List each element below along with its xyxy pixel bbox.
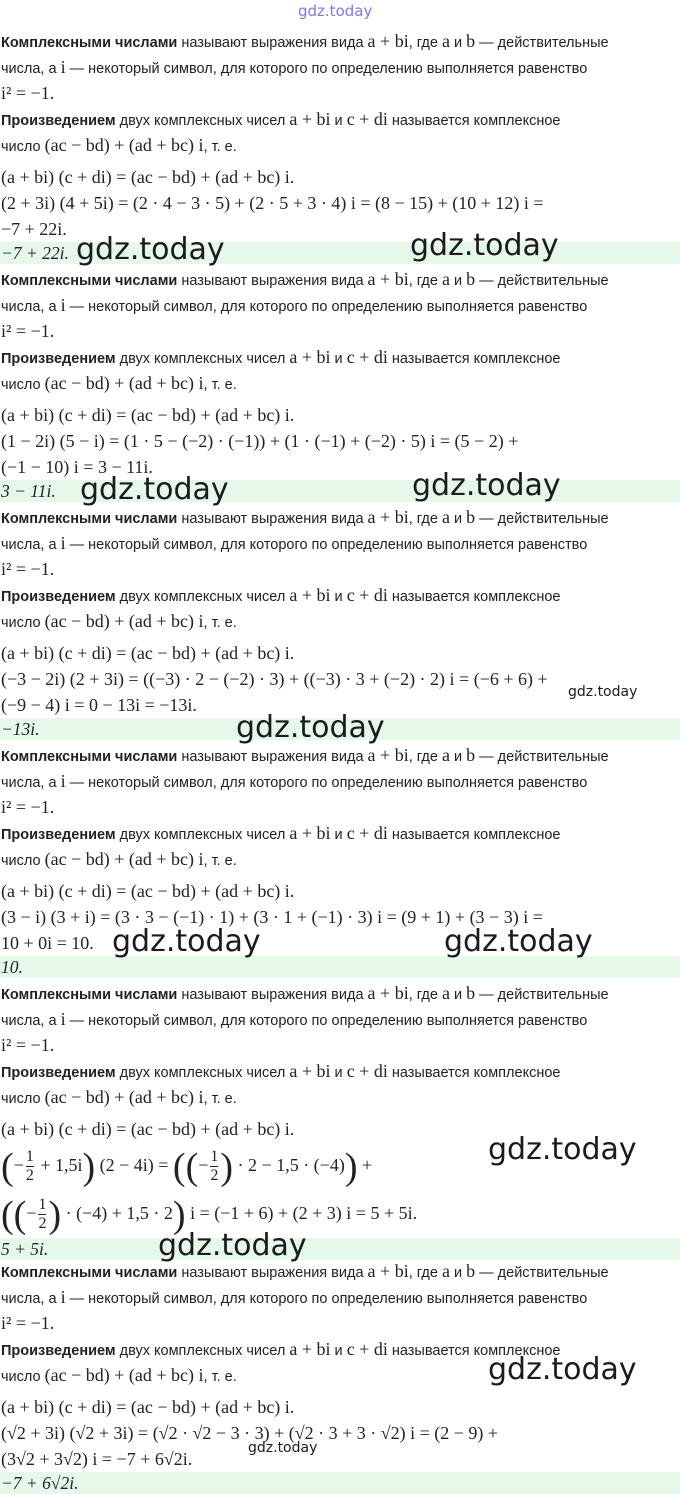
watermark: gdz.today <box>488 1352 637 1387</box>
definition-line <box>0 370 680 396</box>
text: и <box>330 351 347 367</box>
text: называется комплексное <box>387 827 561 843</box>
text: , т. е. <box>203 853 237 869</box>
formula-inline: c + di <box>346 1339 388 1359</box>
var-a: a <box>441 31 450 51</box>
term-complex-numbers: Комплексными числами <box>1 749 178 765</box>
product-formula: (a + bi) (c + di) = (ac − bd) + (ad + bc) i. <box>1 405 295 425</box>
text: , т. е. <box>203 139 237 155</box>
definition-line <box>0 742 680 768</box>
formula-inline: c + di <box>346 347 388 367</box>
formula-inline: a + bi <box>367 745 409 765</box>
formula-inline: a + bi <box>289 347 331 367</box>
text: , где <box>408 511 442 527</box>
text: , где <box>408 1265 442 1281</box>
formula-inline: (ac − bd) + (ad + bc) i <box>44 1087 204 1107</box>
solution-line <box>0 190 680 216</box>
text: — некоторый символ, для которого по определению выполняется равенство <box>65 537 588 553</box>
solution-block <box>0 504 680 740</box>
formula-inline: c + di <box>346 823 388 843</box>
watermark: gdz.today <box>488 1132 637 1167</box>
text: — действительные <box>475 749 609 765</box>
definition-line <box>0 318 680 344</box>
product-formula: (a + bi) (c + di) = (ac − bd) + (ad + bc) i. <box>1 881 295 901</box>
text: двух комплексных чисел <box>115 827 290 843</box>
definition-line <box>0 1058 680 1084</box>
solution-block <box>0 266 680 502</box>
text: , т. е. <box>203 615 237 631</box>
text: — некоторый символ, для которого по определению выполняется равенство <box>65 1013 588 1029</box>
formula-inline: c + di <box>346 1061 388 1081</box>
text: и <box>330 589 347 605</box>
watermark: gdz.today <box>76 232 225 267</box>
solution-text: (−3 − 2i) (2 + 3i) = ((−3) · 2 − (−2) · 3) + ((−3) · 3 + (−2) · 2) i = (−6 + 6) + <box>1 669 548 689</box>
watermark: gdz.today <box>80 472 229 507</box>
term-product: Произведением <box>1 351 116 367</box>
formula-inline: i² = −1. <box>1 1035 55 1055</box>
text: — некоторый символ, для которого по определению выполняется равенство <box>65 1291 588 1307</box>
watermark: gdz.today <box>444 924 593 959</box>
definition-line <box>0 556 680 582</box>
var-i: i <box>60 771 66 791</box>
definition-line <box>0 980 680 1006</box>
formula-inline: i² = −1. <box>1 321 55 341</box>
formula-line <box>0 878 680 904</box>
formula-line <box>0 640 680 666</box>
text: называют выражения вида <box>177 273 368 289</box>
solution-text: ((− $\frac{1}{2}$ ) · (−4) + 1,5 · 2) i = (−1 + 6) + (2 + 3) i = 5 + 5i. <box>1 1193 418 1236</box>
var-b: b <box>466 269 476 289</box>
formula-line <box>0 164 680 190</box>
text: и <box>449 35 467 51</box>
text: называют выражения вида <box>177 987 368 1003</box>
text: и <box>449 273 467 289</box>
formula-inline: a + bi <box>289 1061 331 1081</box>
solution-line <box>0 1446 680 1472</box>
text: , т. е. <box>203 377 237 393</box>
text: двух комплексных чисел <box>115 113 290 129</box>
formula-inline: (ac − bd) + (ad + bc) i <box>44 1365 204 1385</box>
definition-line <box>0 820 680 846</box>
product-formula: (a + bi) (c + di) = (ac − bd) + (ad + bc) i. <box>1 167 295 187</box>
formula-inline: i² = −1. <box>1 83 55 103</box>
definition-line <box>0 292 680 318</box>
text: числа, а <box>1 1291 61 1307</box>
solution-text: −7 + 22i. <box>1 219 67 239</box>
text: двух комплексных чисел <box>115 1065 290 1081</box>
text: — действительные <box>475 511 609 527</box>
text: число <box>1 1091 45 1107</box>
definition-line <box>0 1006 680 1032</box>
text: двух комплексных чисел <box>115 351 290 367</box>
text: называется комплексное <box>387 1343 561 1359</box>
definition-line <box>0 80 680 106</box>
definition-line <box>0 54 680 80</box>
solution-text: 10 + 0i = 10. <box>1 933 94 953</box>
text: двух комплексных чисел <box>115 589 290 605</box>
var-a: a <box>441 507 450 527</box>
product-formula: (a + bi) (c + di) = (ac − bd) + (ad + bc) i. <box>1 1119 295 1139</box>
var-i: i <box>60 295 66 315</box>
definition-line <box>0 846 680 872</box>
term-product: Произведением <box>1 1343 116 1359</box>
watermark: gdz.today <box>248 1440 318 1456</box>
answer-bar: 10. <box>0 956 680 978</box>
paren: ( <box>1 1193 14 1236</box>
text: — действительные <box>475 1265 609 1281</box>
watermark: gdz.today <box>568 684 638 700</box>
text: число <box>1 1369 45 1385</box>
answer-bar: 5 + 5i. <box>0 1238 680 1260</box>
text: — некоторый символ, для которого по определению выполняется равенство <box>65 299 588 315</box>
definition-line <box>0 1084 680 1110</box>
solution-text: (1 − 2i) (5 − i) = (1 · 5 − (−2) · (−1)) + (1 · (−1) + (−2) · 5) i = (5 − 2) + <box>1 431 519 451</box>
text: называется комплексное <box>387 113 561 129</box>
solution-text: (2 + 3i) (4 + 5i) = (2 · 4 − 3 · 5) + (2 · 5 + 3 · 4) i = (8 − 15) + (10 + 12) i = <box>1 193 544 213</box>
watermark: gdz.today <box>410 228 559 263</box>
text: и <box>330 827 347 843</box>
text: число <box>1 139 45 155</box>
var-i: i <box>60 1287 66 1307</box>
watermark: gdz.today <box>158 1228 307 1263</box>
fraction: $\frac{1}{2}$ <box>38 1196 47 1233</box>
term-product: Произведением <box>1 589 116 605</box>
answer-bar: −7 + 22i. <box>0 242 680 264</box>
solution-block <box>0 980 680 1260</box>
term-product: Произведением <box>1 1065 116 1081</box>
answer-bar: 3 − 11i. <box>0 480 680 502</box>
fraction: $\frac{1}{2}$ <box>25 1148 34 1185</box>
text: число <box>1 377 45 393</box>
formula-inline: c + di <box>346 585 388 605</box>
formula-inline: a + bi <box>289 585 331 605</box>
text: называют выражения вида <box>177 1265 368 1281</box>
formula-inline: (ac − bd) + (ad + bc) i <box>44 135 204 155</box>
definition-line <box>0 1310 680 1336</box>
formula-inline: i² = −1. <box>1 1313 55 1333</box>
term-complex-numbers: Комплексными числами <box>1 987 178 1003</box>
formula-inline: a + bi <box>289 109 331 129</box>
text: число <box>1 615 45 631</box>
paren: ) <box>220 1145 234 1188</box>
answer-bar: −7 + 6√2i. <box>0 1472 680 1494</box>
text: — некоторый символ, для которого по определению выполняется равенство <box>65 775 588 791</box>
var-a: a <box>441 1261 450 1281</box>
text: , т. е. <box>203 1369 237 1385</box>
solution-text: (−9 − 4) i = 0 − 13i = −13i. <box>1 695 197 715</box>
definition-line <box>0 106 680 132</box>
term-complex-numbers: Комплексными числами <box>1 273 178 289</box>
text: и <box>330 113 347 129</box>
definition-line <box>0 768 680 794</box>
text: и <box>449 1265 467 1281</box>
formula-inline: (ac − bd) + (ad + bc) i <box>44 849 204 869</box>
formula-inline: a + bi <box>367 507 409 527</box>
formula-inline: a + bi <box>367 31 409 51</box>
formula-inline: (ac − bd) + (ad + bc) i <box>44 611 204 631</box>
term-product: Произведением <box>1 827 116 843</box>
text: числа, а <box>1 1013 61 1029</box>
definition-line <box>0 1032 680 1058</box>
solution-text: (−1 − 10) i = 3 − 11i. <box>1 457 153 477</box>
definition-line <box>0 132 680 158</box>
text: , где <box>408 749 442 765</box>
text: и <box>449 987 467 1003</box>
watermark-top: gdz.today <box>298 2 373 20</box>
text: — действительные <box>475 35 609 51</box>
text: называют выражения вида <box>177 511 368 527</box>
definition-line <box>0 608 680 634</box>
solution-text: (− $\frac{1}{2}$ + 1,5i) (2 − 4i) = ((− $\frac{1}{2}$ ) · 2 − 1,5 · (−4)) + <box>1 1145 373 1188</box>
text: — некоторый символ, для которого по определению выполняется равенство <box>65 61 588 77</box>
definition-line <box>0 504 680 530</box>
term-complex-numbers: Комплексными числами <box>1 35 178 51</box>
text: и <box>449 749 467 765</box>
var-i: i <box>60 57 66 77</box>
paren: ) <box>344 1145 358 1188</box>
var-a: a <box>441 269 450 289</box>
paren: ( <box>172 1145 186 1188</box>
text: числа, а <box>1 775 61 791</box>
watermark: gdz.today <box>412 468 561 503</box>
text: , т. е. <box>203 1091 237 1107</box>
solution-line <box>0 1420 680 1446</box>
text: называют выражения вида <box>177 749 368 765</box>
solution-text: (√2 + 3i) (√2 + 3i) = (√2 · √2 − 3 · 3) + (√2 · 3 + 3 · √2) i = (2 − 9) + <box>1 1423 499 1443</box>
definition-line <box>0 794 680 820</box>
text: и <box>449 511 467 527</box>
var-b: b <box>466 1261 476 1281</box>
paren: ) <box>48 1193 62 1236</box>
text: называется комплексное <box>387 351 561 367</box>
text: , где <box>408 987 442 1003</box>
text: , где <box>408 273 442 289</box>
var-a: a <box>441 745 450 765</box>
watermark: gdz.today <box>112 924 261 959</box>
formula-inline: i² = −1. <box>1 797 55 817</box>
formula-inline: a + bi <box>367 269 409 289</box>
var-a: a <box>441 983 450 1003</box>
fraction: $\frac{1}{2}$ <box>210 1148 219 1185</box>
text: и <box>330 1343 347 1359</box>
text: числа, а <box>1 537 61 553</box>
paren: ( <box>185 1145 199 1188</box>
text: — действительные <box>475 987 609 1003</box>
answer-bar: −13i. <box>0 718 680 740</box>
text: — действительные <box>475 273 609 289</box>
solution-text: (3 − i) (3 + i) = (3 · 3 − (−1) · 1) + (3 · 1 + (−1) · 3) i = (9 + 1) + (3 − 3) i = <box>1 907 543 927</box>
solution-text: (3√2 + 3√2) i = −7 + 6√2i. <box>1 1449 193 1469</box>
var-i: i <box>60 533 66 553</box>
definition-line <box>0 530 680 556</box>
paren: ( <box>1 1145 14 1188</box>
formula-line <box>0 402 680 428</box>
formula-inline: c + di <box>346 109 388 129</box>
solution-line <box>0 428 680 454</box>
text: числа, а <box>1 299 61 315</box>
text: двух комплексных чисел <box>115 1343 290 1359</box>
paren: ( <box>13 1193 27 1236</box>
formula-line <box>0 1394 680 1420</box>
paren: ) <box>172 1193 186 1236</box>
definition-line <box>0 344 680 370</box>
var-b: b <box>466 983 476 1003</box>
text: число <box>1 853 45 869</box>
definition-line <box>0 1258 680 1284</box>
text: называют выражения вида <box>177 35 368 51</box>
var-b: b <box>466 507 476 527</box>
var-b: b <box>466 745 476 765</box>
definition-line <box>0 266 680 292</box>
formula-inline: a + bi <box>289 823 331 843</box>
formula-inline: a + bi <box>367 1261 409 1281</box>
product-formula: (a + bi) (c + di) = (ac − bd) + (ad + bc) i. <box>1 1397 295 1417</box>
term-complex-numbers: Комплексными числами <box>1 511 178 527</box>
text: числа, а <box>1 61 61 77</box>
formula-inline: a + bi <box>289 1339 331 1359</box>
solution-line <box>0 1188 680 1238</box>
term-complex-numbers: Комплексными числами <box>1 1265 178 1281</box>
definition-line <box>0 1284 680 1310</box>
text: называется комплексное <box>387 589 561 605</box>
text: называется комплексное <box>387 1065 561 1081</box>
text: , где <box>408 35 442 51</box>
formula-inline: i² = −1. <box>1 559 55 579</box>
formula-inline: a + bi <box>367 983 409 1003</box>
paren: ) <box>82 1145 96 1188</box>
definition-line <box>0 28 680 54</box>
solution-block <box>0 28 680 264</box>
var-i: i <box>60 1009 66 1029</box>
formula-inline: (ac − bd) + (ad + bc) i <box>44 373 204 393</box>
definition-line <box>0 582 680 608</box>
text: и <box>330 1065 347 1081</box>
product-formula: (a + bi) (c + di) = (ac − bd) + (ad + bc) i. <box>1 643 295 663</box>
var-b: b <box>466 31 476 51</box>
term-product: Произведением <box>1 113 116 129</box>
watermark: gdz.today <box>236 710 385 745</box>
